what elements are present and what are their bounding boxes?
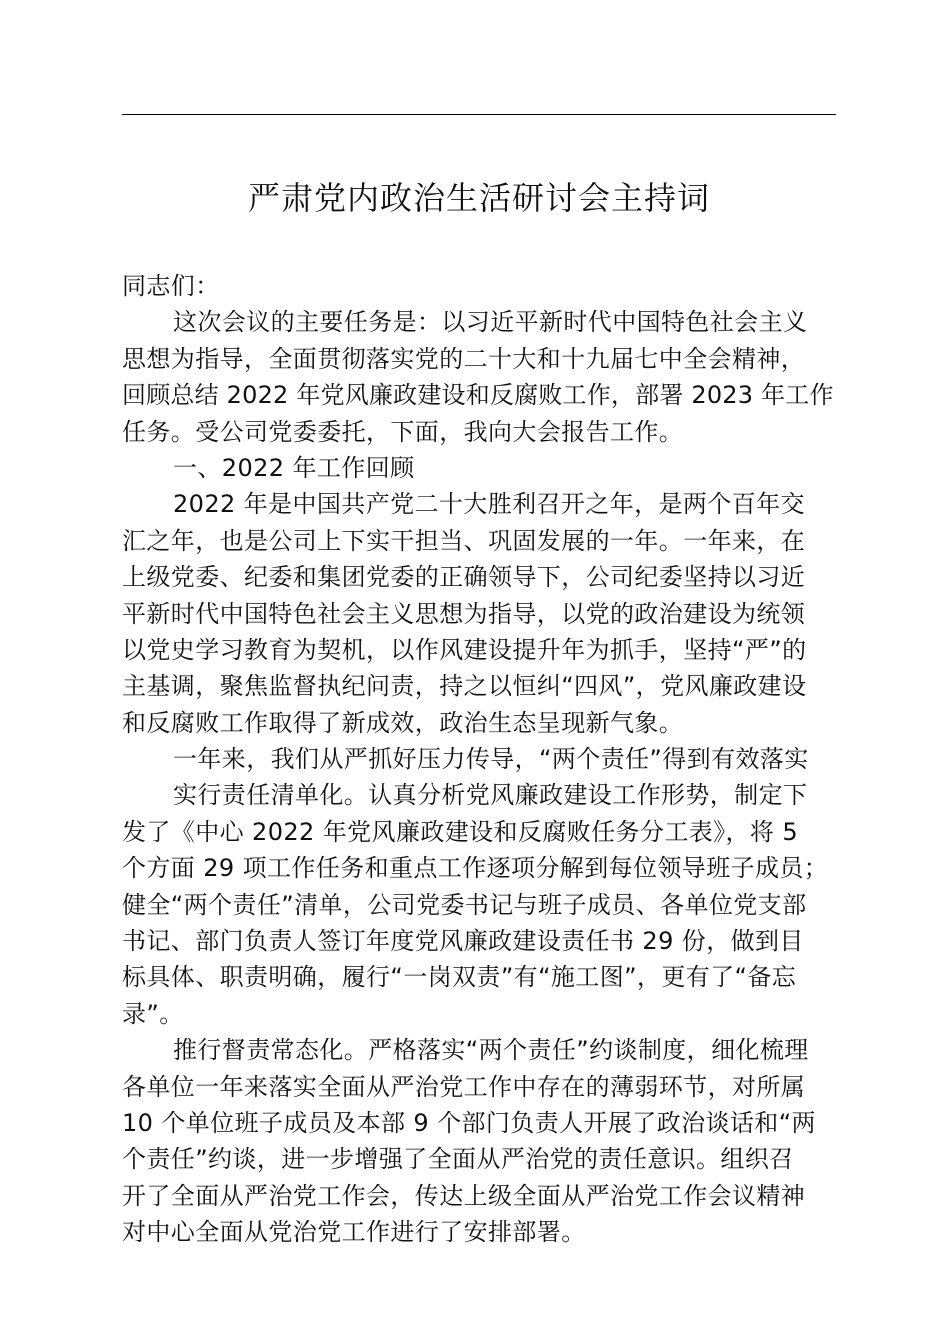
body-line: 汇之年，也是公司上下实干担当、巩固发展的一年。一年来，在: [122, 526, 806, 555]
body-line: 2022 年是中国共产党二十大胜利召开之年，是两个百年交: [173, 490, 805, 519]
body-line: 任务。受公司党委委托，下面，我向大会报告工作。: [122, 417, 684, 446]
body-line: 同志们：: [122, 272, 220, 300]
body-line: 书记、部门负责人签订年度党风廉政建设责任书 29 份，做到目: [122, 927, 804, 956]
body-line: 10 个单位班子成员及本部 9 个部门负责人开展了政治谈话和“两: [122, 1108, 816, 1137]
body-line: 一年来，我们从严抓好压力传导，“两个责任”得到有效落实: [173, 745, 809, 774]
body-line: 思想为指导，全面贯彻落实党的二十大和十九届七中全会精神，: [122, 344, 806, 373]
body-line: 健全“两个责任”清单，公司党委书记与班子成员、各单位党支部: [122, 890, 807, 919]
body-line: 个方面 29 项工作任务和重点工作逐项分解到每位领导班子成员；: [122, 854, 829, 883]
body-line: 开了全面从严治党工作会，传达上级全面从严治党工作会议精神: [122, 1181, 806, 1210]
body-line: 回顾总结 2022 年党风廉政建设和反腐败工作，部署 2023 年工作: [122, 381, 834, 410]
body-line: 以党史学习教育为契机，以作风建设提升年为抓手，坚持“严”的: [122, 635, 807, 664]
body-line: 各单位一年来落实全面从严治党工作中存在的薄弱环节，对所属: [122, 1072, 806, 1101]
body-line: 个责任”约谈，进一步增强了全面从严治党的责任意识。组织召: [122, 1145, 794, 1174]
body-line: 推行督责常态化。严格落实“两个责任”约谈制度，细化梳理: [173, 1036, 809, 1065]
body-line: 录”。: [122, 999, 184, 1028]
body-line: 上级党委、纪委和集团党委的正确领导下，公司纪委坚持以习近: [122, 563, 806, 592]
document-body: [122, 268, 836, 1251]
body-line: 和反腐败工作取得了新成效，政治生态呈现新气象。: [122, 708, 684, 737]
body-line: 主基调，聚焦监督执纪问责，持之以恒纠“四风”，党风廉政建设: [122, 672, 807, 701]
body-line: 发了《中心 2022 年党风廉政建设和反腐败任务分工表》，将 5: [122, 817, 799, 846]
document-title: 严肃党内政治生活研讨会主持词: [247, 179, 710, 217]
body-line: 实行责任清单化。认真分析党风廉政建设工作形势，制定下: [173, 781, 808, 810]
body-line: 这次会议的主要任务是：以习近平新时代中国特色社会主义: [173, 308, 808, 337]
header-rule: [122, 114, 836, 115]
body-line: 对中心全面从党治党工作进行了安排部署。: [122, 1218, 586, 1247]
body-line: 标具体、职责明确，履行“一岗双责”有“施工图”，更有了“备忘: [122, 963, 797, 992]
body-line: 平新时代中国特色社会主义思想为指导，以党的政治建设为统领: [122, 599, 806, 628]
body-line: 一、2022 年工作回顾: [173, 453, 415, 482]
